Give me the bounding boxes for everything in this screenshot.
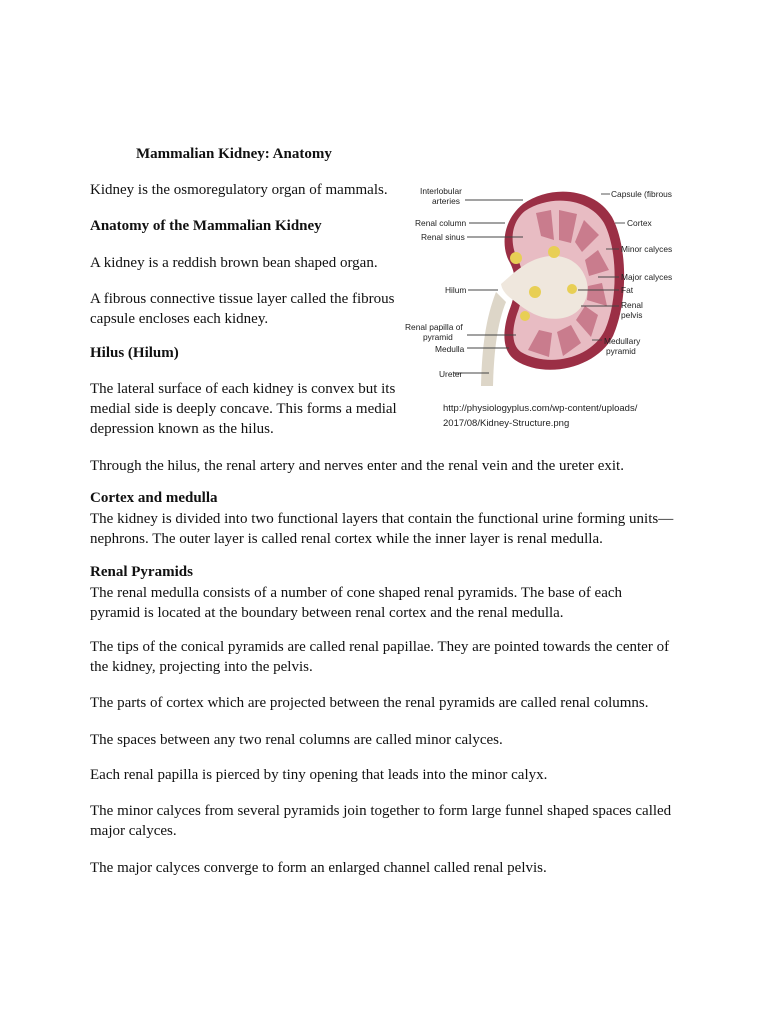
label-cortex: Cortex <box>627 218 652 228</box>
fat-deposit <box>567 284 577 294</box>
label-interlobular: Interlobular <box>420 186 462 196</box>
fat-deposit <box>529 286 541 298</box>
label-renal-papilla-of: Renal papilla of <box>405 322 463 332</box>
pyramids-paragraph: pyramid is located at the boundary between renal cortex and the renal medulla. <box>90 605 564 621</box>
caption-line: http://physiologyplus.com/wp-content/uploads/ <box>443 403 638 414</box>
label-minor-calyces: Minor calyces <box>621 244 673 254</box>
pyramids-paragraph: The parts of cortex which are projected between the renal pyramids are called renal columns. <box>90 695 649 711</box>
label-pelvis: pelvis <box>621 310 643 320</box>
fat-deposit <box>548 246 560 258</box>
label-capsule: Capsule (fibrous <box>611 189 672 199</box>
hilus-paragraph: medial side is deeply concave. This forms a medial <box>90 401 397 417</box>
label-renal: Renal <box>621 300 643 310</box>
label-medulla: Medulla <box>435 344 465 354</box>
label-renal-column: Renal column <box>415 218 467 228</box>
pyramids-paragraph: The spaces between any two renal columns are called minor calyces. <box>90 732 503 748</box>
cortex-heading: Cortex and medulla <box>90 490 218 506</box>
pyramids-paragraph: The renal medulla consists of a number of cone shaped renal pyramids. The base of each <box>90 585 623 601</box>
hilus-paragraph: Through the hilus, the renal artery and nerves enter and the renal vein and the ureter exit. <box>90 458 624 474</box>
anatomy-paragraph: capsule encloses each kidney. <box>90 311 269 327</box>
pyramids-paragraph: the kidney, projecting into the pelvis. <box>90 659 313 675</box>
anatomy-heading: Anatomy of the Mammalian Kidney <box>90 218 322 234</box>
fat-deposit <box>510 252 522 264</box>
pyramids-paragraph: The tips of the conical pyramids are called renal papillae. They are pointed towards the center of <box>90 639 670 655</box>
label-renal-sinus: Renal sinus <box>421 232 465 242</box>
intro-text: Kidney is the osmoregulatory organ of mammals. <box>90 182 388 198</box>
hilus-paragraph: depression known as the hilus. <box>90 421 274 437</box>
label-ureter: Ureter <box>439 369 463 379</box>
pyramids-paragraph: The major calyces converge to form an enlarged channel called renal pelvis. <box>90 860 547 876</box>
pyramids-paragraph: Each renal papilla is pierced by tiny opening that leads into the minor calyx. <box>90 767 548 783</box>
anatomy-paragraph: A kidney is a reddish brown bean shaped organ. <box>90 255 378 271</box>
label-pyramid-right: pyramid <box>606 346 636 356</box>
fat-deposit <box>520 311 530 321</box>
hilus-paragraph: The lateral surface of each kidney is convex but its <box>90 381 396 397</box>
cortex-paragraph: nephrons. The outer layer is called renal cortex while the inner layer is renal medulla. <box>90 531 603 547</box>
label-pyramid-left: pyramid <box>423 332 453 342</box>
pyramids-paragraph: The minor calyces from several pyramids join together to form large funnel shaped spaces called <box>90 803 672 819</box>
page-title: Mammalian Kidney: Anatomy <box>136 146 332 162</box>
caption-line: 2017/08/Kidney-Structure.png <box>443 418 570 429</box>
label-arteries: arteries <box>432 196 460 206</box>
kidney-diagram <box>405 182 681 388</box>
label-fat: Fat <box>621 285 634 295</box>
cortex-paragraph: The kidney is divided into two functional layers that contain the functional urine forming units— <box>90 511 674 527</box>
pyramids-paragraph: major calyces. <box>90 823 177 839</box>
ureter-shape <box>481 292 506 386</box>
label-hilum: Hilum <box>445 285 467 295</box>
pyramids-heading: Renal Pyramids <box>90 564 193 580</box>
label-major-calyces: Major calyces <box>621 272 673 282</box>
figure-caption <box>443 401 693 431</box>
label-medullary: Medullary <box>604 336 641 346</box>
anatomy-paragraph: A fibrous connective tissue layer called the fibrous <box>90 291 395 307</box>
hilus-heading: Hilus (Hilum) <box>90 345 179 361</box>
